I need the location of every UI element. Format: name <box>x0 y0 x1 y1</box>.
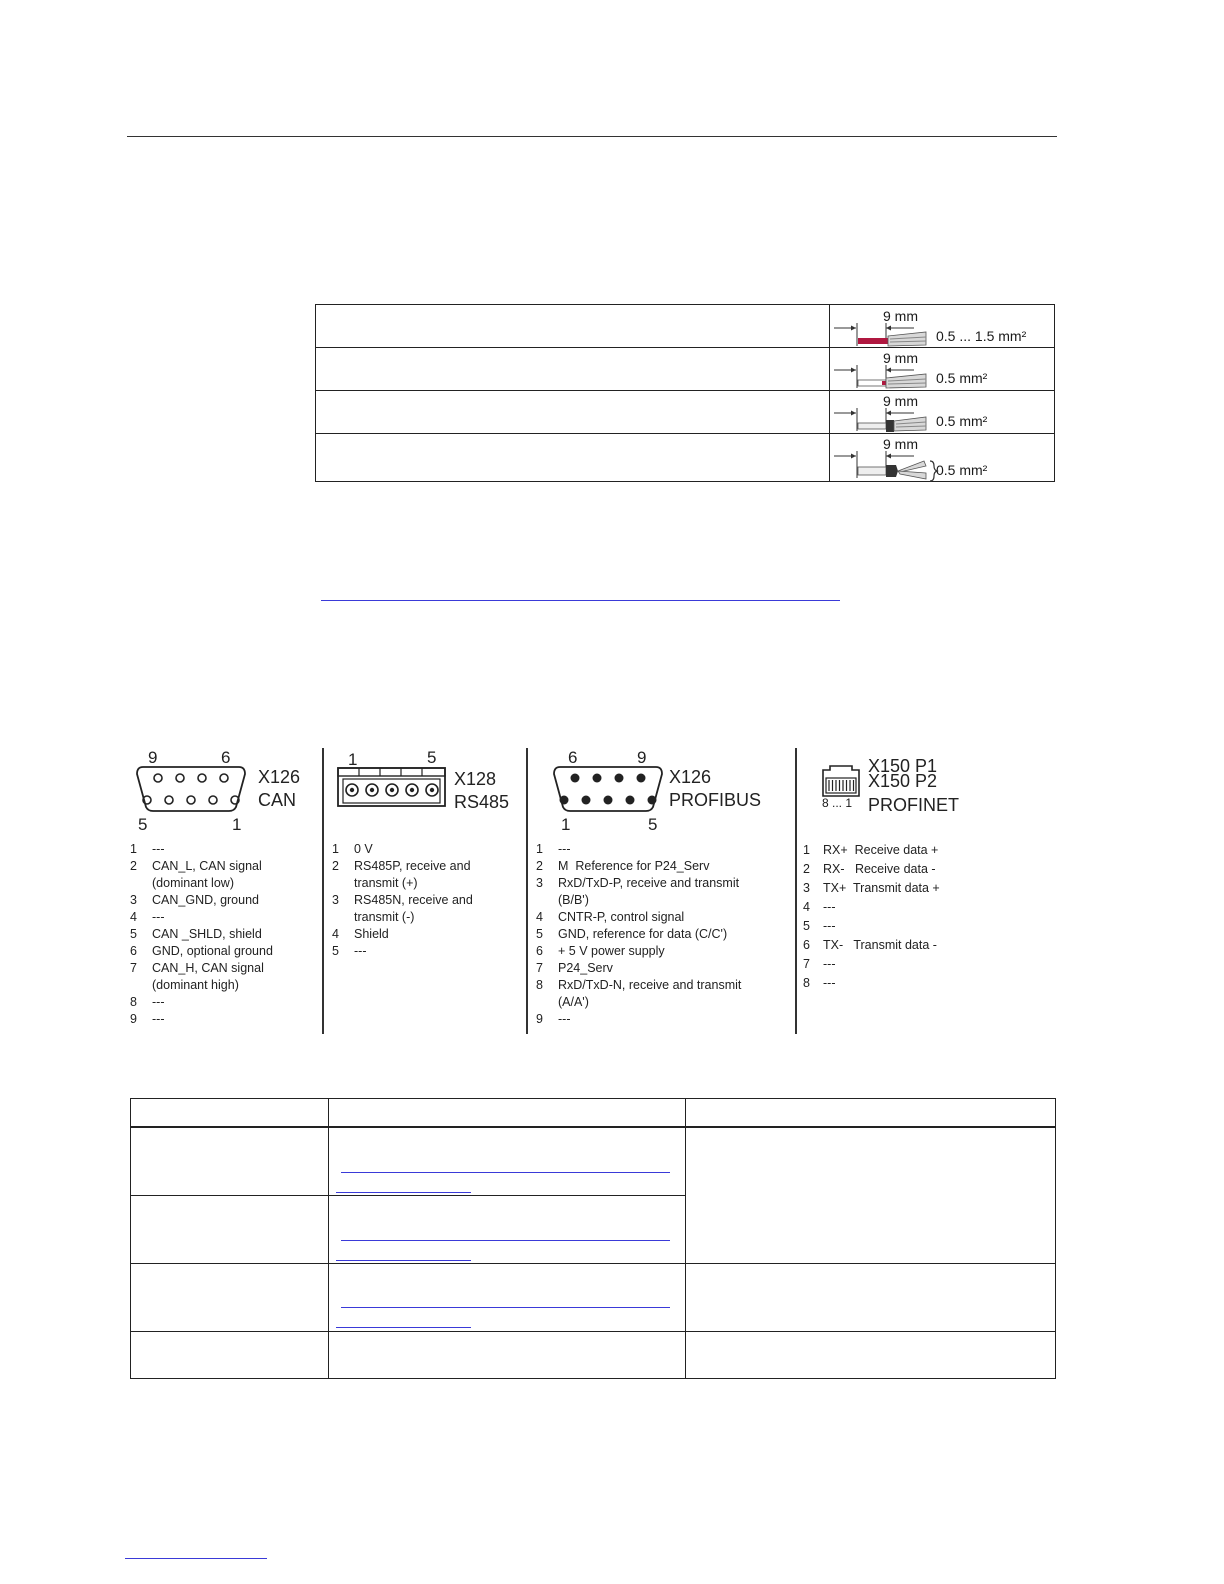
pin-label: 6 <box>221 748 231 767</box>
list-item: 6 TX- Transmit data - <box>803 938 937 952</box>
pin-label: 6 <box>568 748 578 767</box>
column-divider <box>322 748 324 1034</box>
list-item: 4 Shield <box>332 927 389 941</box>
list-item: 1 --- <box>536 842 571 856</box>
list-item: 3 RS485N, receive and transmit (-) <box>332 893 473 924</box>
list-item: 2 RX- Receive data - <box>803 862 936 876</box>
hyperlink-underline[interactable] <box>336 1327 471 1328</box>
table-header-line <box>131 1126 1055 1128</box>
list-item: 7 CAN_H, CAN signal (dominant high) <box>130 961 264 992</box>
cross-section: 0.5 mm² <box>936 413 988 429</box>
column-divider <box>795 748 797 1034</box>
list-item: 5 CAN _SHLD, shield <box>130 927 262 941</box>
wire-ferrule-icon <box>834 404 934 432</box>
list-item: 7 --- <box>803 957 836 971</box>
table-column-line <box>685 1099 686 1378</box>
list-item: 5 GND, reference for data (C/C') <box>536 927 728 941</box>
hyperlink-underline[interactable] <box>321 600 840 601</box>
table-row <box>316 348 1054 391</box>
wire-flexible-icon <box>834 361 934 389</box>
pin-range-label: 8 ... 1 <box>822 796 853 810</box>
hyperlink-underline[interactable] <box>336 1260 471 1261</box>
terminal-block-icon <box>337 767 447 809</box>
list-item: 1 0 V <box>332 842 373 856</box>
pin-label: 5 <box>427 748 437 767</box>
table-row-line <box>131 1263 1055 1264</box>
hyperlink-underline[interactable] <box>341 1172 670 1173</box>
cross-section: 0.5 mm² <box>936 370 988 386</box>
rs485-pin-list <box>332 841 517 960</box>
list-item: 4 --- <box>803 900 836 914</box>
strip-length: 9 mm <box>883 308 918 324</box>
wire-stripping-table <box>315 304 1055 482</box>
connector-name: X128 <box>454 769 497 789</box>
list-item: 7 P24_Serv <box>536 961 613 975</box>
list-item: 3 TX+ Transmit data + <box>803 881 940 895</box>
connector-type: PROFINET <box>868 795 960 815</box>
table-column-line <box>328 1099 329 1378</box>
list-item: 6 GND, optional ground <box>130 944 273 958</box>
connector-name: X150 P2 <box>868 771 938 791</box>
header-rule <box>127 136 1057 137</box>
connector-type: CAN <box>258 790 297 810</box>
pin-label: 9 <box>637 748 647 767</box>
list-item: 8 --- <box>803 976 836 990</box>
strip-length: 9 mm <box>883 436 918 452</box>
table-row <box>316 305 1054 348</box>
connector-name: X150 P1 <box>868 756 938 776</box>
sub-d-9-connector-icon <box>135 765 250 813</box>
connector-type: RS485 <box>454 792 510 812</box>
connector-type: PROFIBUS <box>669 790 762 810</box>
connector-name: X126 <box>258 767 301 787</box>
list-item: 2 M Reference for P24_Serv <box>536 859 710 873</box>
list-item: 5 --- <box>332 944 367 958</box>
strip-length: 9 mm <box>883 350 918 366</box>
table-row-line <box>131 1195 686 1196</box>
list-item: 1 RX+ Receive data + <box>803 843 939 857</box>
list-item: 8 --- <box>130 995 165 1009</box>
pin-label: 9 <box>148 748 158 767</box>
table-row-line <box>131 1331 1055 1332</box>
connector-name: X126 <box>669 767 712 787</box>
list-item: 6 + 5 V power supply <box>536 944 665 958</box>
list-item: 2 RS485P, receive and transmit (+) <box>332 859 471 890</box>
table-row <box>316 391 1054 434</box>
list-item: 9 --- <box>130 1012 165 1026</box>
profibus-pin-list <box>536 841 786 1028</box>
list-item: 3 CAN_GND, ground <box>130 893 259 907</box>
hyperlink-underline[interactable] <box>336 1192 471 1193</box>
wire-solid-icon <box>834 319 934 347</box>
can-pin-list <box>130 841 315 1028</box>
table-row <box>316 434 1054 483</box>
wire-twin-ferrule-icon <box>834 446 944 482</box>
list-item: 4 --- <box>130 910 165 924</box>
cross-section: 0.5 ... 1.5 mm² <box>936 328 1027 344</box>
list-item: 4 CNTR-P, control signal <box>536 910 685 924</box>
reference-table <box>130 1098 1056 1379</box>
list-item: 5 --- <box>803 919 836 933</box>
profinet-pin-list <box>803 841 1003 993</box>
hyperlink-underline[interactable] <box>341 1307 670 1308</box>
list-item: 2 CAN_L, CAN signal (dominant low) <box>130 859 262 890</box>
list-item: 1 --- <box>130 842 165 856</box>
sub-d-9-connector-icon <box>552 765 667 813</box>
list-item: 3 RxD/TxD-P, receive and transmit (B/B') <box>536 876 740 907</box>
list-item: 8 RxD/TxD-N, receive and transmit (A/A') <box>536 978 742 1009</box>
hyperlink-underline[interactable] <box>341 1240 670 1241</box>
pin-label: 1 <box>561 815 571 834</box>
pin-label: 1 <box>232 815 242 834</box>
pin-label: 1 <box>348 750 358 769</box>
footer-link-underline[interactable] <box>125 1558 267 1559</box>
strip-length: 9 mm <box>883 393 918 409</box>
list-item: 9 --- <box>536 1012 571 1026</box>
cross-section: 0.5 mm² <box>936 462 988 478</box>
rj45-socket-icon <box>820 764 862 798</box>
pin-label: 5 <box>648 815 658 834</box>
pin-label: 5 <box>138 815 148 834</box>
column-divider <box>526 748 528 1034</box>
